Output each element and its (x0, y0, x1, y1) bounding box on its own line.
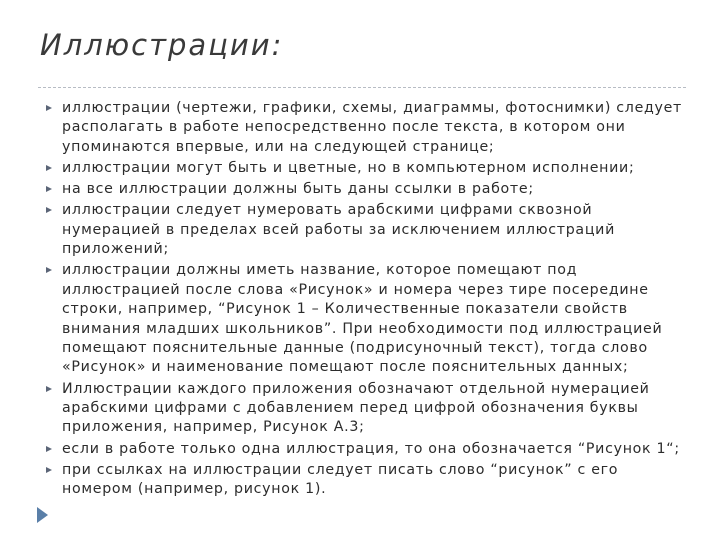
triangle-bullet-icon (46, 386, 52, 392)
triangle-corner-icon (37, 507, 48, 523)
list-item-text: иллюстрации могут быть и цветные, но в компьютерном исполнении; (62, 160, 635, 177)
list-item-text: при ссылках на иллюстрации следует писать слово “рисунок” с его номером (например, рисунок 1). (62, 461, 619, 498)
list-item-text: Иллюстрации каждого приложения обозначают отдельной нумерацией арабскими цифрами с добавлением перед цифрой обозначения буквы приложения, например, Рисунок А.3; (62, 380, 650, 436)
list-item (44, 201, 684, 259)
triangle-bullet-icon (46, 186, 52, 192)
triangle-bullet-icon (46, 446, 52, 452)
list-item (44, 159, 684, 178)
list-item (44, 180, 684, 199)
list-item (44, 440, 684, 459)
list-item (44, 99, 684, 157)
triangle-bullet-icon (46, 467, 52, 473)
list-item (44, 461, 684, 500)
triangle-bullet-icon (46, 207, 52, 213)
list-item-text: на все иллюстрации должны быть даны ссылки в работе; (62, 181, 534, 198)
slide-title: Иллюстрации: (40, 28, 284, 62)
triangle-bullet-icon (46, 165, 52, 171)
bullet-list (44, 99, 684, 502)
triangle-bullet-icon (46, 105, 52, 111)
title-divider (38, 87, 686, 88)
list-item (44, 380, 684, 438)
list-item-text: иллюстрации следует нумеровать арабскими цифрами сквозной нумерацией в пределах всей работы за исключением иллюстраций приложений; (62, 202, 616, 258)
list-item-text: иллюстрации (чертежи, графики, схемы, диаграммы, фотоснимки) следует располагать в работе непосредственно после текста, в котором они упоминаются впервые, или на следующей странице; (62, 100, 682, 155)
list-item (44, 261, 684, 377)
triangle-bullet-icon (46, 267, 52, 273)
list-item-text: иллюстрации должны иметь название, которое помещают под иллюстрацией после слова «Рисунок» и номера через тире посередине строки, например, “Рисунок 1 – Количественные показатели свойств внимания младших школьников”. При необходимости под иллюстрацией помещают пояснительные данные (подрисуночный текст), тогда слово «Рисунок» и наименование помещают после пояснительных данных; (62, 262, 663, 376)
list-item-text: если в работе только одна иллюстрация, то она обозначается “Рисунок 1“; (62, 440, 680, 457)
